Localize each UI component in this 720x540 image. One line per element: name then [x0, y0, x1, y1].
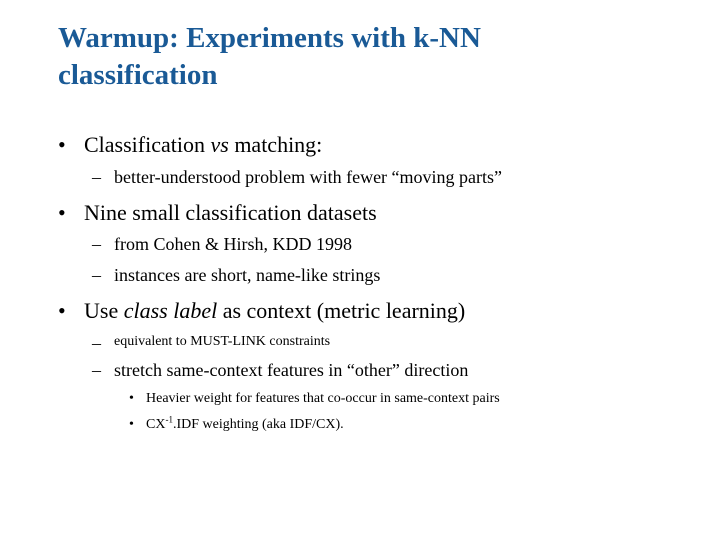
subsubbullet-heavier-weight: Heavier weight for features that co-occur in same-context pairs [146, 391, 500, 406]
subbullet-better-understood: better-understood problem with fewer “moving parts” [114, 167, 503, 187]
bullet-marker: • [58, 298, 66, 323]
dash-marker: – [92, 360, 101, 380]
subbullet-must-link: equivalent to MUST-LINK constraints [114, 334, 331, 349]
bullet-marker: • [58, 200, 66, 225]
subbullet-cohen-hirsh: from Cohen & Hirsh, KDD 1998 [114, 234, 352, 254]
subbullet-stretch-features: stretch same-context features in “other” direction [114, 360, 469, 380]
bullet-class-label-context: Use class label as context (metric learning) [84, 298, 466, 323]
subbullet-instances: instances are short, name-like strings [114, 265, 381, 285]
title-line-2: classification [58, 59, 218, 91]
subsubbullet-cx-idf: $CX^{-1}.IDF$ weighting (aka IDF/CX). [146, 414, 344, 432]
dash-marker: – [92, 265, 101, 285]
slide-title [58, 20, 678, 94]
dash-marker: – [92, 167, 101, 187]
bullet-marker: • [129, 417, 134, 432]
dash-marker: – [92, 234, 101, 254]
title-line-1: Warmup: Experiments with k-NN [58, 22, 481, 54]
bullet-classification-vs-matching: Classification vs matching: [84, 132, 323, 157]
bullet-marker: • [58, 132, 66, 157]
bullet-nine-datasets: Nine small classification datasets [84, 200, 377, 225]
bullet-marker: • [129, 391, 134, 406]
dash-marker: – [92, 333, 101, 353]
